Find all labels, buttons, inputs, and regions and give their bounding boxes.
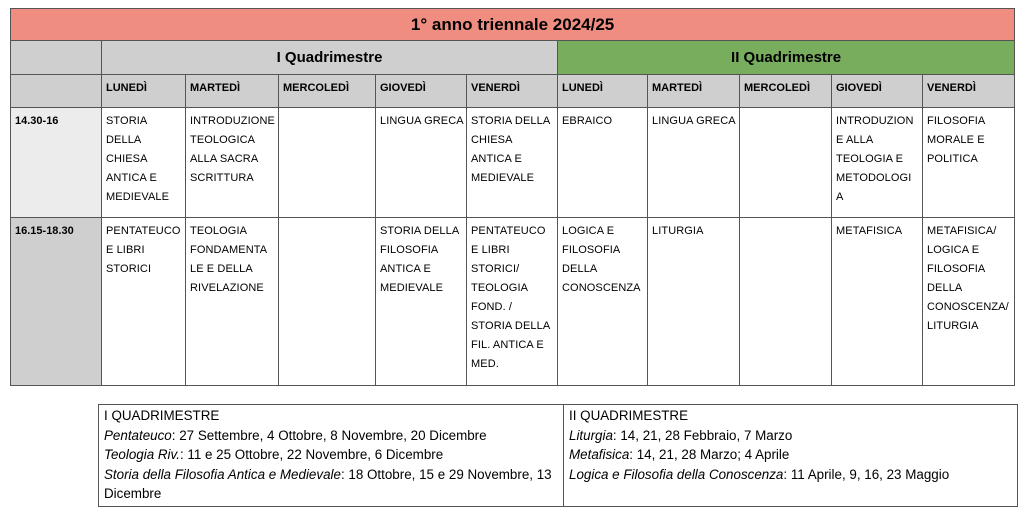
schedule-table (10, 8, 1015, 386)
course-cell (740, 218, 832, 386)
course-cell: LOGICA E FILOSOFIA DELLA CONOSCENZA (558, 218, 648, 386)
course-name: Storia della Filosofia Antica e Medievale (104, 466, 341, 482)
course-cell: LINGUA GRECA (376, 108, 467, 218)
course-cell: PENTATEUCO E LIBRI STORICI (102, 218, 186, 386)
course-cell: LINGUA GRECA (648, 108, 740, 218)
course-cell (740, 108, 832, 218)
course-name: Logica e Filosofia della Conoscenza (569, 466, 784, 482)
course-dates: : 18 Ottobre, 15 e 29 Novembre, 13 Dicembre (104, 466, 552, 501)
course-dates: : 14, 21, 28 Febbraio, 7 Marzo (612, 427, 793, 443)
second-semester-notes (564, 405, 1018, 507)
course-cell: STORIA DELLA CHIESA ANTICA E MEDIEVALE (102, 108, 186, 218)
note-entry (104, 426, 559, 446)
course-name: Metafisica (569, 447, 630, 462)
note-entry (569, 426, 1013, 446)
course-dates: : 14, 21, 28 Marzo; 4 Aprile (629, 447, 790, 462)
note-entry (569, 465, 1013, 485)
course-cell: METAFISICA (832, 218, 923, 386)
course-cell: INTRODUZION E ALLA TEOLOGIA E METODOLOGI A (832, 108, 923, 218)
course-dates: : 11 e 25 Ottobre, 22 Novembre, 6 Dicembre (179, 447, 444, 462)
course-cell: STORIA DELLA FILOSOFIA ANTICA E MEDIEVALE (376, 218, 467, 386)
day-header: LUNEDÌ (102, 75, 186, 108)
notes-heading: I QUADRIMESTRE (104, 408, 220, 423)
day-header: LUNEDÌ (558, 75, 648, 108)
day-header: VENERDÌ (467, 75, 558, 108)
course-cell: METAFISICA/ LOGICA E FILOSOFIA DELLA CONOSCENZA/ LITURGIA (923, 218, 1015, 386)
day-header: MERCOLEDÌ (740, 75, 832, 108)
course-cell (279, 108, 376, 218)
note-entry (569, 445, 1013, 465)
table-row (11, 218, 1015, 386)
course-cell: TEOLOGIA FONDAMENTA LE E DELLA RIVELAZIONE (186, 218, 279, 386)
day-header: GIOVEDÌ (832, 75, 923, 108)
day-header: MARTEDÌ (186, 75, 279, 108)
semester-header-1: I Quadrimestre (102, 41, 558, 75)
course-cell: EBRAICO (558, 108, 648, 218)
course-name: Pentateuco (104, 427, 172, 443)
day-header: VENERDÌ (923, 75, 1015, 108)
exam-dates-table (98, 404, 1018, 507)
course-dates: : 27 Settembre, 4 Ottobre, 8 Novembre, 20 Dicembre (171, 427, 487, 443)
course-cell: FILOSOFIA MORALE E POLITICA (923, 108, 1015, 218)
course-dates: : 11 Aprile, 9, 16, 23 Maggio (783, 466, 950, 482)
corner-cell (11, 75, 102, 108)
course-cell: LITURGIA (648, 218, 740, 386)
table-row (11, 108, 1015, 218)
day-header: GIOVEDÌ (376, 75, 467, 108)
course-name: Liturgia (569, 427, 613, 443)
time-slot: 14.30-16 (11, 108, 102, 218)
first-semester-notes (99, 405, 564, 507)
day-header: MARTEDÌ (648, 75, 740, 108)
course-cell (279, 218, 376, 386)
course-cell: INTRODUZIONE TEOLOGICA ALLA SACRA SCRITTURA (186, 108, 279, 218)
semester-header-2: II Quadrimestre (558, 41, 1015, 75)
notes-heading: II QUADRIMESTRE (569, 408, 689, 423)
course-cell: PENTATEUCO E LIBRI STORICI/ TEOLOGIA FOND. / STORIA DELLA FIL. ANTICA E MED. (467, 218, 558, 386)
note-entry (104, 445, 559, 465)
note-entry (104, 465, 559, 504)
course-cell: STORIA DELLA CHIESA ANTICA E MEDIEVALE (467, 108, 558, 218)
corner-cell (11, 41, 102, 75)
page-title: 1° anno triennale 2024/25 (11, 9, 1015, 41)
day-header: MERCOLEDÌ (279, 75, 376, 108)
course-name: Teologia Riv. (104, 447, 180, 462)
time-slot: 16.15-18.30 (11, 218, 102, 386)
